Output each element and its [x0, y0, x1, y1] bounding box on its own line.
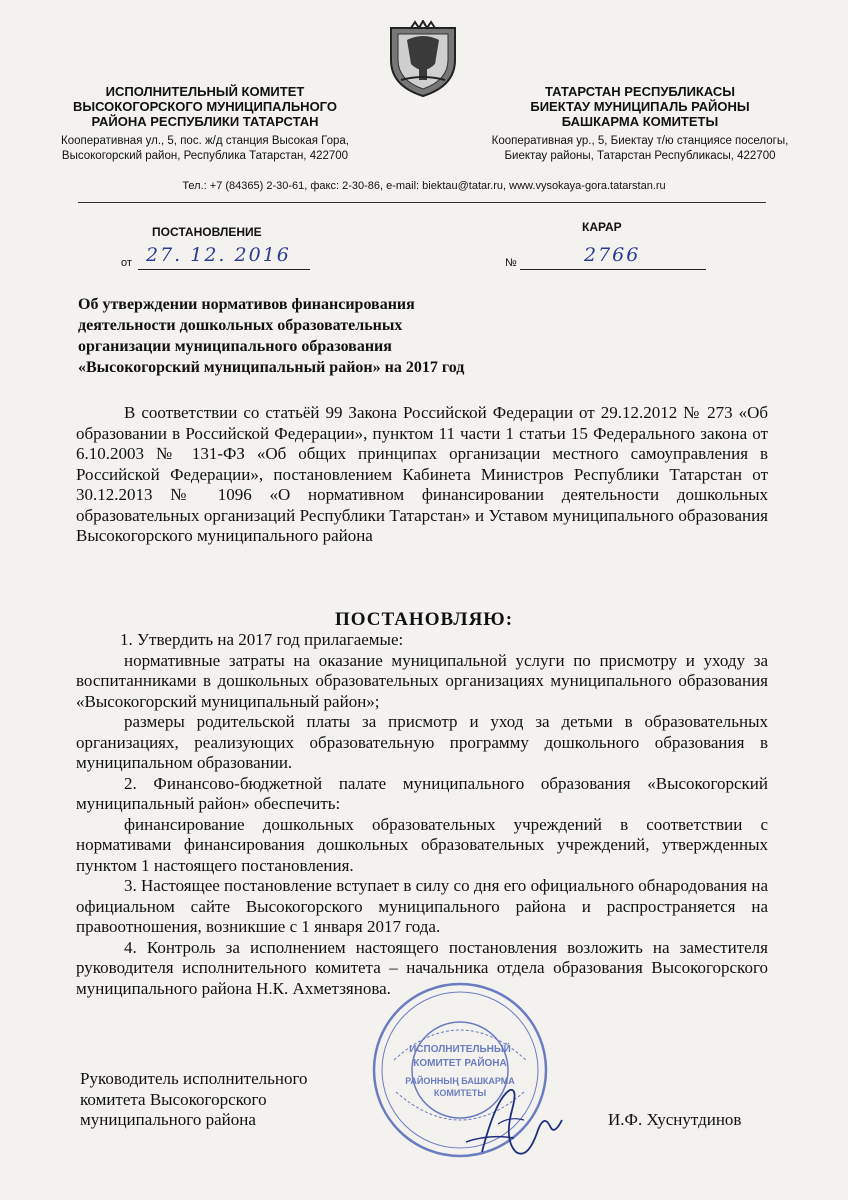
- header-right-address-line: Кооперативная ур., 5, Биектау т/ю станциясе поселогы,: [491, 135, 789, 147]
- header-right-title-line: БИЕКТАУ МУНИЦИПАЛЬ РАЙОНЫ: [530, 99, 750, 114]
- header-right-title-line: БАШКАРМА КОМИТЕТЫ: [561, 114, 719, 129]
- doc-label-karar: КАРАР: [582, 220, 622, 234]
- resolution-items: [76, 630, 768, 999]
- item-paragraph: размеры родительской платы за присмотр и уход за детьми в образовательных организациях, реализующих образовательную программу дошкольного образования в муниципальном образовании.: [76, 712, 768, 772]
- number-underline: [520, 269, 706, 270]
- preamble-paragraph: В соответствии со статьёй 99 Закона Российской Федерации от 29.12.2012 № 273 «Об образовании в Российской Федерации», пунктом 11 части 1 статьи 15 Федерального закона от 6.10.2003 № 131-ФЗ «Об общих принципах организации местного самоуправления в Российской Федерации», постановлением Кабинета Министров Республики Татарстан от 30.12.2013 № 1096 «О нормативном финансировании деятельности дошкольных образовательных организаций Республики Татарстан» и Уставом муниципального образования Высокогорского муниципального района: [76, 403, 768, 545]
- stamp-line: КОМИТЕТЫ: [433, 1088, 487, 1098]
- handwritten-signature: [458, 1080, 568, 1165]
- date-prefix: от: [121, 257, 132, 269]
- header-right-address-line: Биектау районы, Татарстан Республикасы, 422700: [504, 150, 776, 162]
- resolve-heading: ПОСТАНОВЛЯЮ:: [334, 609, 514, 630]
- header-left-title-line: РАЙОНА РЕСПУБЛИКИ ТАТАРСТАН: [91, 114, 319, 129]
- header-contacts: Тел.: +7 (84365) 2-30-61, факс: 2-30-86, e-mail: biektau@tatar.ru, www.vysokaya-gora.tatarstan.ru: [182, 180, 666, 192]
- stamp-line: КОМИТЕТ РАЙОНА: [413, 1058, 507, 1069]
- header-left-block: [40, 84, 370, 164]
- header-left-address-line: Кооперативная ул., 5, пос. ж/д станция Высокая Гора,: [61, 135, 349, 147]
- stamp-line: ИСПОЛНИТЕЛЬНЫЙ: [409, 1044, 511, 1055]
- coat-of-arms-emblem: [381, 20, 465, 98]
- date-handwritten: 27. 12. 2016: [146, 244, 291, 266]
- item-paragraph: финансирование дошкольных образовательных учреждений в соответствии с нормативами финансирования дошкольных образовательных учреждений, утвержденных пунктом 1 настоящего постановления.: [76, 814, 768, 875]
- document-subject: Об утверждении нормативов финансирования деятельности дошкольных образовательных организации муниципального образования «Высокогорский муниципальный район» на 2017 год: [78, 296, 465, 376]
- item-paragraph: 1. Утвердить на 2017 год прилагаемые:: [120, 630, 404, 649]
- item-paragraph: 3. Настоящее постановление вступает в силу со дня его официального обнародования на официальном сайте Высокогорского муниципального района и распространяется на правоотношения, возникшие с 1 января 2017 года.: [76, 876, 768, 936]
- item-paragraph: 2. Финансово-бюджетной палате муниципального образования «Высокогорский муниципальный район» обеспечить:: [76, 773, 768, 813]
- header-right-block: [470, 84, 810, 164]
- item-paragraph: 4. Контроль за исполнением настоящего постановления возложить на заместителя руководителя исполнительного комитета – начальника отдела образования Высокогорского муниципального района Н.К. Ахметзянова.: [76, 937, 768, 998]
- item-paragraph: нормативные затраты на оказание муниципальной услуги по присмотру и уходу за воспитанниками в дошкольных образовательных организациях муниципального образования «Высокогорский муниципальный район»;: [76, 650, 768, 711]
- header-left-address-line: Высокогорский район, Республика Татарстан, 422700: [61, 150, 349, 162]
- header-divider: [78, 202, 766, 203]
- signature-name: И.Ф. Хуснутдинов: [608, 1110, 742, 1129]
- signature-position: Руководитель исполнительного комитета Высокогорского муниципального района: [80, 1069, 308, 1129]
- header-right-title-line: ТАТАРСТАН РЕСПУБЛИКАСЫ: [544, 84, 736, 99]
- number-prefix: №: [505, 257, 517, 269]
- date-underline: [138, 269, 310, 270]
- stamp-line: РАЙОННЫҢ БАШКАРМА: [405, 1076, 515, 1086]
- doc-label-postanovlenie: ПОСТАНОВЛЕНИЕ: [152, 225, 262, 239]
- header-left-title-line: ИСПОЛНИТЕЛЬНЫЙ КОМИТЕТ: [105, 84, 305, 99]
- header-left-title-line: ВЫСОКОГОРСКОГО МУНИЦИПАЛЬНОГО: [72, 99, 337, 114]
- number-handwritten: 2766: [584, 244, 641, 266]
